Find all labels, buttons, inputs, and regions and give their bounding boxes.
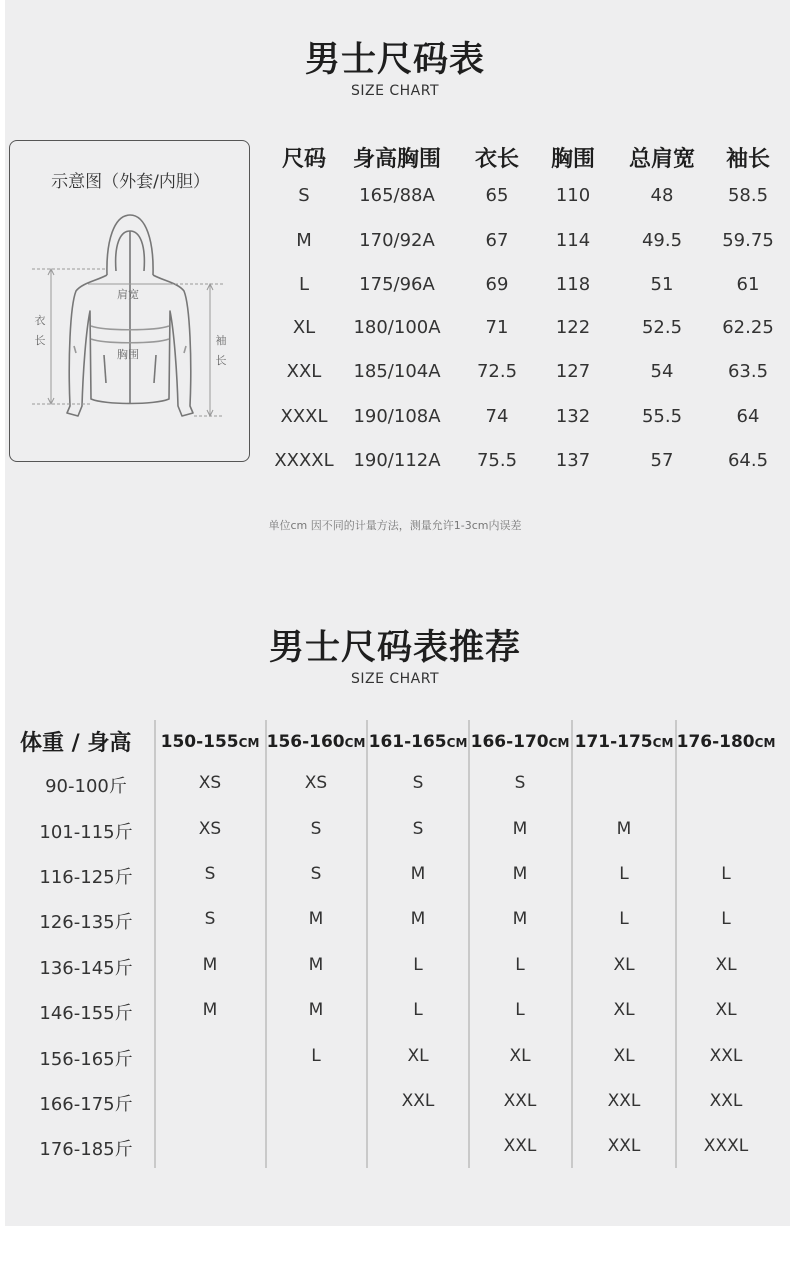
recommended-size-cell: M	[512, 864, 528, 884]
recommended-size-cell: M	[410, 909, 426, 929]
recommended-size-cell: XXL	[709, 1091, 743, 1111]
size-table-cell: 170/92A	[359, 230, 435, 251]
size-table-cell: 185/104A	[353, 361, 441, 382]
recommended-size-cell: XXXL	[703, 1136, 749, 1156]
size-table-cell: 49.5	[641, 230, 683, 251]
recommended-size-cell: XL	[715, 1000, 737, 1020]
measurement-note: 单位cm 因不同的计量方法，测量允许1-3cm内误差	[268, 519, 522, 532]
recommended-size-cell: L	[619, 864, 629, 884]
size-table-header: 身高胸围	[352, 147, 441, 172]
recommended-size-cell: M	[308, 1000, 324, 1020]
weight-range-label: 90-100斤	[45, 776, 127, 797]
size-table-cell: 65	[485, 185, 509, 206]
recommended-size-cell: S	[412, 819, 424, 839]
height-range-header: 161-165CM	[368, 732, 468, 752]
weight-range-label: 156-165斤	[39, 1049, 133, 1070]
size-table-header: 总肩宽	[628, 147, 695, 172]
shoulder-label: 肩宽	[117, 288, 139, 301]
recommended-size-cell: L	[311, 1046, 321, 1066]
recommended-size-cell: XS	[198, 819, 222, 839]
size-table-cell: 52.5	[641, 317, 683, 338]
weight-range-label: 136-145斤	[39, 958, 133, 979]
size-table-cell: 64.5	[727, 450, 769, 471]
recommendation-title: 男士尺码表推荐	[268, 628, 521, 668]
weight-height-header: 体重 / 身高	[20, 731, 132, 756]
size-table-cell: 114	[555, 230, 591, 251]
recommended-size-cell: XXL	[503, 1136, 537, 1156]
size-table-header: 尺码	[281, 147, 326, 172]
size-table-cell: 175/96A	[359, 274, 435, 295]
recommended-size-cell: XXL	[401, 1091, 435, 1111]
recommended-size-cell: XXL	[503, 1091, 537, 1111]
recommended-size-cell: M	[308, 909, 324, 929]
recommended-size-cell: M	[616, 819, 632, 839]
recommended-size-cell: L	[619, 909, 629, 929]
size-table-cell: XXXL	[280, 406, 328, 427]
recommended-size-cell: XL	[715, 955, 737, 975]
recommended-size-cell: L	[413, 955, 423, 975]
size-table-cell: 165/88A	[359, 185, 435, 206]
recommended-size-cell: M	[202, 955, 218, 975]
diagram-caption: 示意图（外套/内胆）	[51, 172, 210, 192]
size-table-cell: 62.25	[722, 317, 774, 338]
size-table-cell: 67	[485, 230, 509, 251]
size-table-cell: 63.5	[727, 361, 769, 382]
size-table-cell: 59.75	[722, 230, 774, 251]
size-table-header: 袖长	[725, 147, 770, 172]
recommended-size-cell: XL	[613, 1000, 635, 1020]
size-table-cell: 180/100A	[353, 317, 441, 338]
jacket-diagram	[9, 140, 250, 462]
weight-range-label: 116-125斤	[39, 867, 133, 888]
size-table-cell: 61	[736, 274, 760, 295]
size-table-cell: 71	[485, 317, 509, 338]
recommended-size-cell: XS	[198, 773, 222, 793]
size-table-cell: XL	[292, 317, 316, 338]
size-table-cell: 48	[650, 185, 674, 206]
recommended-size-cell: L	[721, 864, 731, 884]
sleeve-label: 袖 长	[215, 334, 227, 367]
size-table-cell: S	[298, 185, 310, 206]
recommended-size-cell: XXL	[607, 1136, 641, 1156]
size-table-cell: XXXXL	[274, 450, 334, 471]
size-table-cell: 58.5	[727, 185, 769, 206]
recommended-size-cell: S	[310, 864, 322, 884]
size-table-cell: 110	[555, 185, 591, 206]
recommended-size-cell: S	[310, 819, 322, 839]
recommended-size-cell: M	[512, 909, 528, 929]
size-table-header: 衣长	[474, 147, 519, 172]
weight-range-label: 146-155斤	[39, 1003, 133, 1024]
recommended-size-cell: L	[721, 909, 731, 929]
size-chart-title: 男士尺码表	[304, 40, 485, 80]
recommended-size-cell: XS	[304, 773, 328, 793]
size-table-cell: 127	[555, 361, 591, 382]
size-table-cell: M	[296, 230, 312, 251]
size-table-header: 胸围	[550, 147, 595, 172]
size-table-cell: 118	[555, 274, 591, 295]
size-table-cell: 55.5	[641, 406, 683, 427]
column-divider	[571, 720, 573, 1168]
size-table-cell: 51	[650, 274, 674, 295]
recommended-size-cell: M	[308, 955, 324, 975]
height-range-header: 150-155CM	[160, 732, 260, 752]
recommended-size-cell: L	[413, 1000, 423, 1020]
recommended-size-cell: XL	[407, 1046, 429, 1066]
height-range-header: 156-160CM	[266, 732, 366, 752]
size-table-cell: 190/112A	[353, 450, 441, 471]
recommended-size-cell: XL	[509, 1046, 531, 1066]
recommended-size-cell: L	[515, 1000, 525, 1020]
size-table-cell: 74	[485, 406, 509, 427]
size-table-cell: L	[298, 274, 310, 295]
weight-range-label: 101-115斤	[39, 822, 133, 843]
length-label: 衣 长	[34, 314, 46, 347]
recommended-size-cell: M	[410, 864, 426, 884]
size-chart-subtitle: SIZE CHART	[350, 83, 440, 99]
size-table-cell: XXL	[286, 361, 322, 382]
height-range-header: 171-175CM	[574, 732, 674, 752]
height-range-header: 166-170CM	[470, 732, 570, 752]
size-table-cell: 72.5	[476, 361, 518, 382]
size-table-cell: 122	[555, 317, 591, 338]
recommended-size-cell: M	[202, 1000, 218, 1020]
weight-range-label: 126-135斤	[39, 912, 133, 933]
size-table-cell: 137	[555, 450, 591, 471]
height-range-header: 176-180CM	[676, 732, 776, 752]
recommended-size-cell: L	[515, 955, 525, 975]
size-table-cell: 69	[485, 274, 509, 295]
recommendation-subtitle: SIZE CHART	[350, 671, 440, 687]
recommended-size-cell: S	[412, 773, 424, 793]
column-divider	[154, 720, 156, 1168]
recommended-size-cell: XXL	[607, 1091, 641, 1111]
recommended-size-cell: M	[512, 819, 528, 839]
weight-range-label: 166-175斤	[39, 1094, 133, 1115]
jacket-illustration	[10, 141, 251, 463]
recommended-size-cell: XL	[613, 955, 635, 975]
size-table-cell: 75.5	[476, 450, 518, 471]
recommended-size-cell: S	[204, 864, 216, 884]
recommended-size-cell: XL	[613, 1046, 635, 1066]
recommended-size-cell: S	[514, 773, 526, 793]
size-table-cell: 57	[650, 450, 674, 471]
weight-range-label: 176-185斤	[39, 1139, 133, 1160]
size-table-cell: 132	[555, 406, 591, 427]
size-table-cell: 54	[650, 361, 674, 382]
size-table-cell: 190/108A	[353, 406, 441, 427]
size-table-cell: 64	[736, 406, 760, 427]
recommended-size-cell: S	[204, 909, 216, 929]
chest-label: 胸围	[117, 348, 139, 361]
recommended-size-cell: XXL	[709, 1046, 743, 1066]
